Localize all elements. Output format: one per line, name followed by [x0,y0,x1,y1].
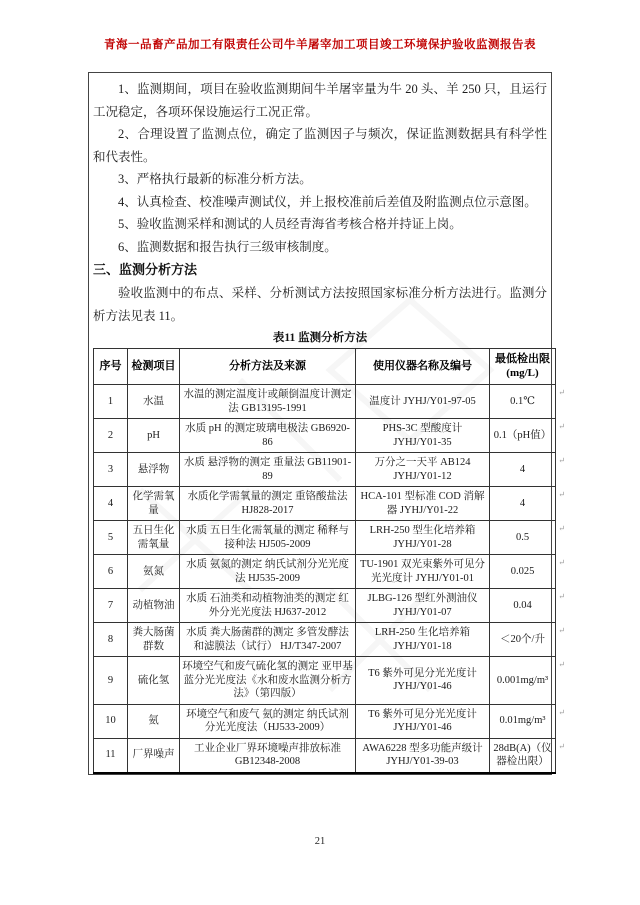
table-row [94,419,556,453]
detection-limit: 0.1℃ ↵ [490,385,556,419]
method-source: 环境空气和废气 氨的测定 纳氏试剂分光光度法（HJ533-2009） [180,704,356,738]
instrument-name: HCA-101 型标准 COD 消解器 JYHJ/Y01-22 [356,487,490,521]
document-header-title: 青海一品畜产品加工有限责任公司牛羊屠宰加工项目竣工环境保护验收监测报告表 [104,39,536,51]
item-name: 氨 [128,704,180,738]
instrument-name: 温度计 JYHJ/Y01-97-05 [356,385,490,419]
row-index: 11 [94,738,128,773]
table-row [94,738,556,773]
item-name: 化学需氧量 [128,487,180,521]
instrument-name: PHS-3C 型酸度计 JYHJ/Y01-35 [356,419,490,453]
row-index: 10 [94,704,128,738]
paragraph-1: 1、监测期间，项目在验收监测期间牛羊屠宰量为牛 20 头、羊 250 只，且运行工况稳定，各项环保设施运行工况正常。 [93,82,547,119]
detection-limit: 0.04 ↵ [490,589,556,623]
section-heading: 三、监测分析方法 [93,262,198,277]
method-source: 水温的测定温度计或颠倒温度计测定法 GB13195-1991 [180,385,356,419]
instrument-name: T6 紫外可见分光光度计 JYHJ/Y01-46 [356,704,490,738]
table-row [94,589,556,623]
detection-limit: 0.025 ↵ [490,555,556,589]
method-source: 环境空气和废气硫化氢的测定 亚甲基蓝分光光度法《水和废水监测分析方法》（第四版） [180,657,356,705]
page-number: 21 [314,836,326,847]
column-header-5: 最低检出限(mg/L) [490,349,556,385]
item-name: 厂界噪声 [128,738,180,773]
item-name: pH [128,419,180,453]
table-header-row [94,349,556,385]
detection-limit: 0.01mg/m³ ↵ [490,704,556,738]
item-name: 动植物油 [128,589,180,623]
detection-limit: 0.001mg/m³ ↵ [490,657,556,705]
item-name: 氨氮 [128,555,180,589]
table-row [94,623,556,657]
paragraph-5: 5、验收监测采样和测试的人员经青海省考核合格并持证上岗。 [118,217,462,231]
table-row [94,453,556,487]
table-row [94,657,556,705]
paragraph-6: 6、监测数据和报告执行三级审核制度。 [118,239,337,254]
item-name: 悬浮物 [128,453,180,487]
table-row [94,521,556,555]
detection-limit: 4 ↵ [490,453,556,487]
section-paragraph: 验收监测中的布点、采样、分析测试方法按照国家标准分析方法进行。监测分析方法见表 11。 [93,286,547,323]
row-index: 6 [94,555,128,589]
item-name: 五日生化需氧量 [128,521,180,555]
method-source: 水质 粪大肠菌群的测定 多管发酵法和滤膜法（试行） HJ/T347-2007 [180,623,356,657]
detection-limit: 0.1（pH值） ↵ [490,419,556,453]
detection-limit: ＜20个/升 ↵ [490,623,556,657]
table-body [94,385,556,773]
row-index: 1 [94,385,128,419]
table-header [94,349,556,385]
detection-limit: 28dB(A)（仪器检出限） ↵ [490,738,556,773]
instrument-name: 万分之一天平 AB124 JYHJ/Y01-12 [356,453,490,487]
paragraph-3: 3、严格执行最新的标准分析方法。 [118,172,312,186]
row-index: 5 [94,521,128,555]
instrument-name: LRH-250 生化培养箱 JYHJ/Y01-18 [356,623,490,657]
method-source: 水质 五日生化需氧量的测定 稀释与接种法 HJ505-2009 [180,521,356,555]
row-index: 2 [94,419,128,453]
method-source: 工业企业厂界环境噪声排放标准 GB12348-2008 [180,738,356,773]
instrument-name: TU-1901 双光束紫外可见分光光度计 JYHJ/Y01-01 [356,555,490,589]
method-source: 水质 氨氮的测定 纳氏试剂分光光度法 HJ535-2009 [180,555,356,589]
column-header-2: 检测项目 [128,349,180,385]
detection-limit: 4 ↵ [490,487,556,521]
item-name: 硫化氢 [128,657,180,705]
method-source: 水质化学需氧量的测定 重铬酸盐法 HJ828-2017 [180,487,356,521]
table-row [94,487,556,521]
instrument-name: T6 紫外可见分光光度计 JYHJ/Y01-46 [356,657,490,705]
monitoring-methods-table [93,348,556,774]
table-row [94,555,556,589]
row-index: 8 [94,623,128,657]
table-caption: 表11 监测分析方法 [272,332,368,344]
paragraph-4: 4、认真检查、校准噪声测试仪，并上报校准前后差值及附监测点位示意图。 [118,194,537,209]
content-box [88,72,552,775]
detection-limit: 0.5 ↵ [490,521,556,555]
instrument-name: JLBG-126 型红外测油仪 JYHJ/Y01-07 [356,589,490,623]
row-index: 7 [94,589,128,623]
table-row [94,704,556,738]
instrument-name: AWA6228 型多功能声级计 JYHJ/Y01-39-03 [356,738,490,773]
row-index: 4 [94,487,128,521]
method-source: 水质 石油类和动植物油类的测定 红外分光光度法 HJ637-2012 [180,589,356,623]
item-name: 水温 [128,385,180,419]
column-header-1: 序号 [94,349,128,385]
paragraph-2: 2、合理设置了监测点位，确定了监测因子与频次，保证监测数据具有科学性和代表性。 [93,127,547,164]
column-header-3: 分析方法及来源 [180,349,356,385]
method-source: 水质 pH 的测定玻璃电极法 GB6920-86 [180,419,356,453]
instrument-name: LRH-250 型生化培养箱 JYHJ/Y01-28 [356,521,490,555]
method-source: 水质 悬浮物的测定 重量法 GB11901-89 [180,453,356,487]
table-row [94,385,556,419]
row-index: 9 [94,657,128,705]
row-index: 3 [94,453,128,487]
column-header-4: 使用仪器名称及编号 [356,349,490,385]
item-name: 粪大肠菌群数 [128,623,180,657]
